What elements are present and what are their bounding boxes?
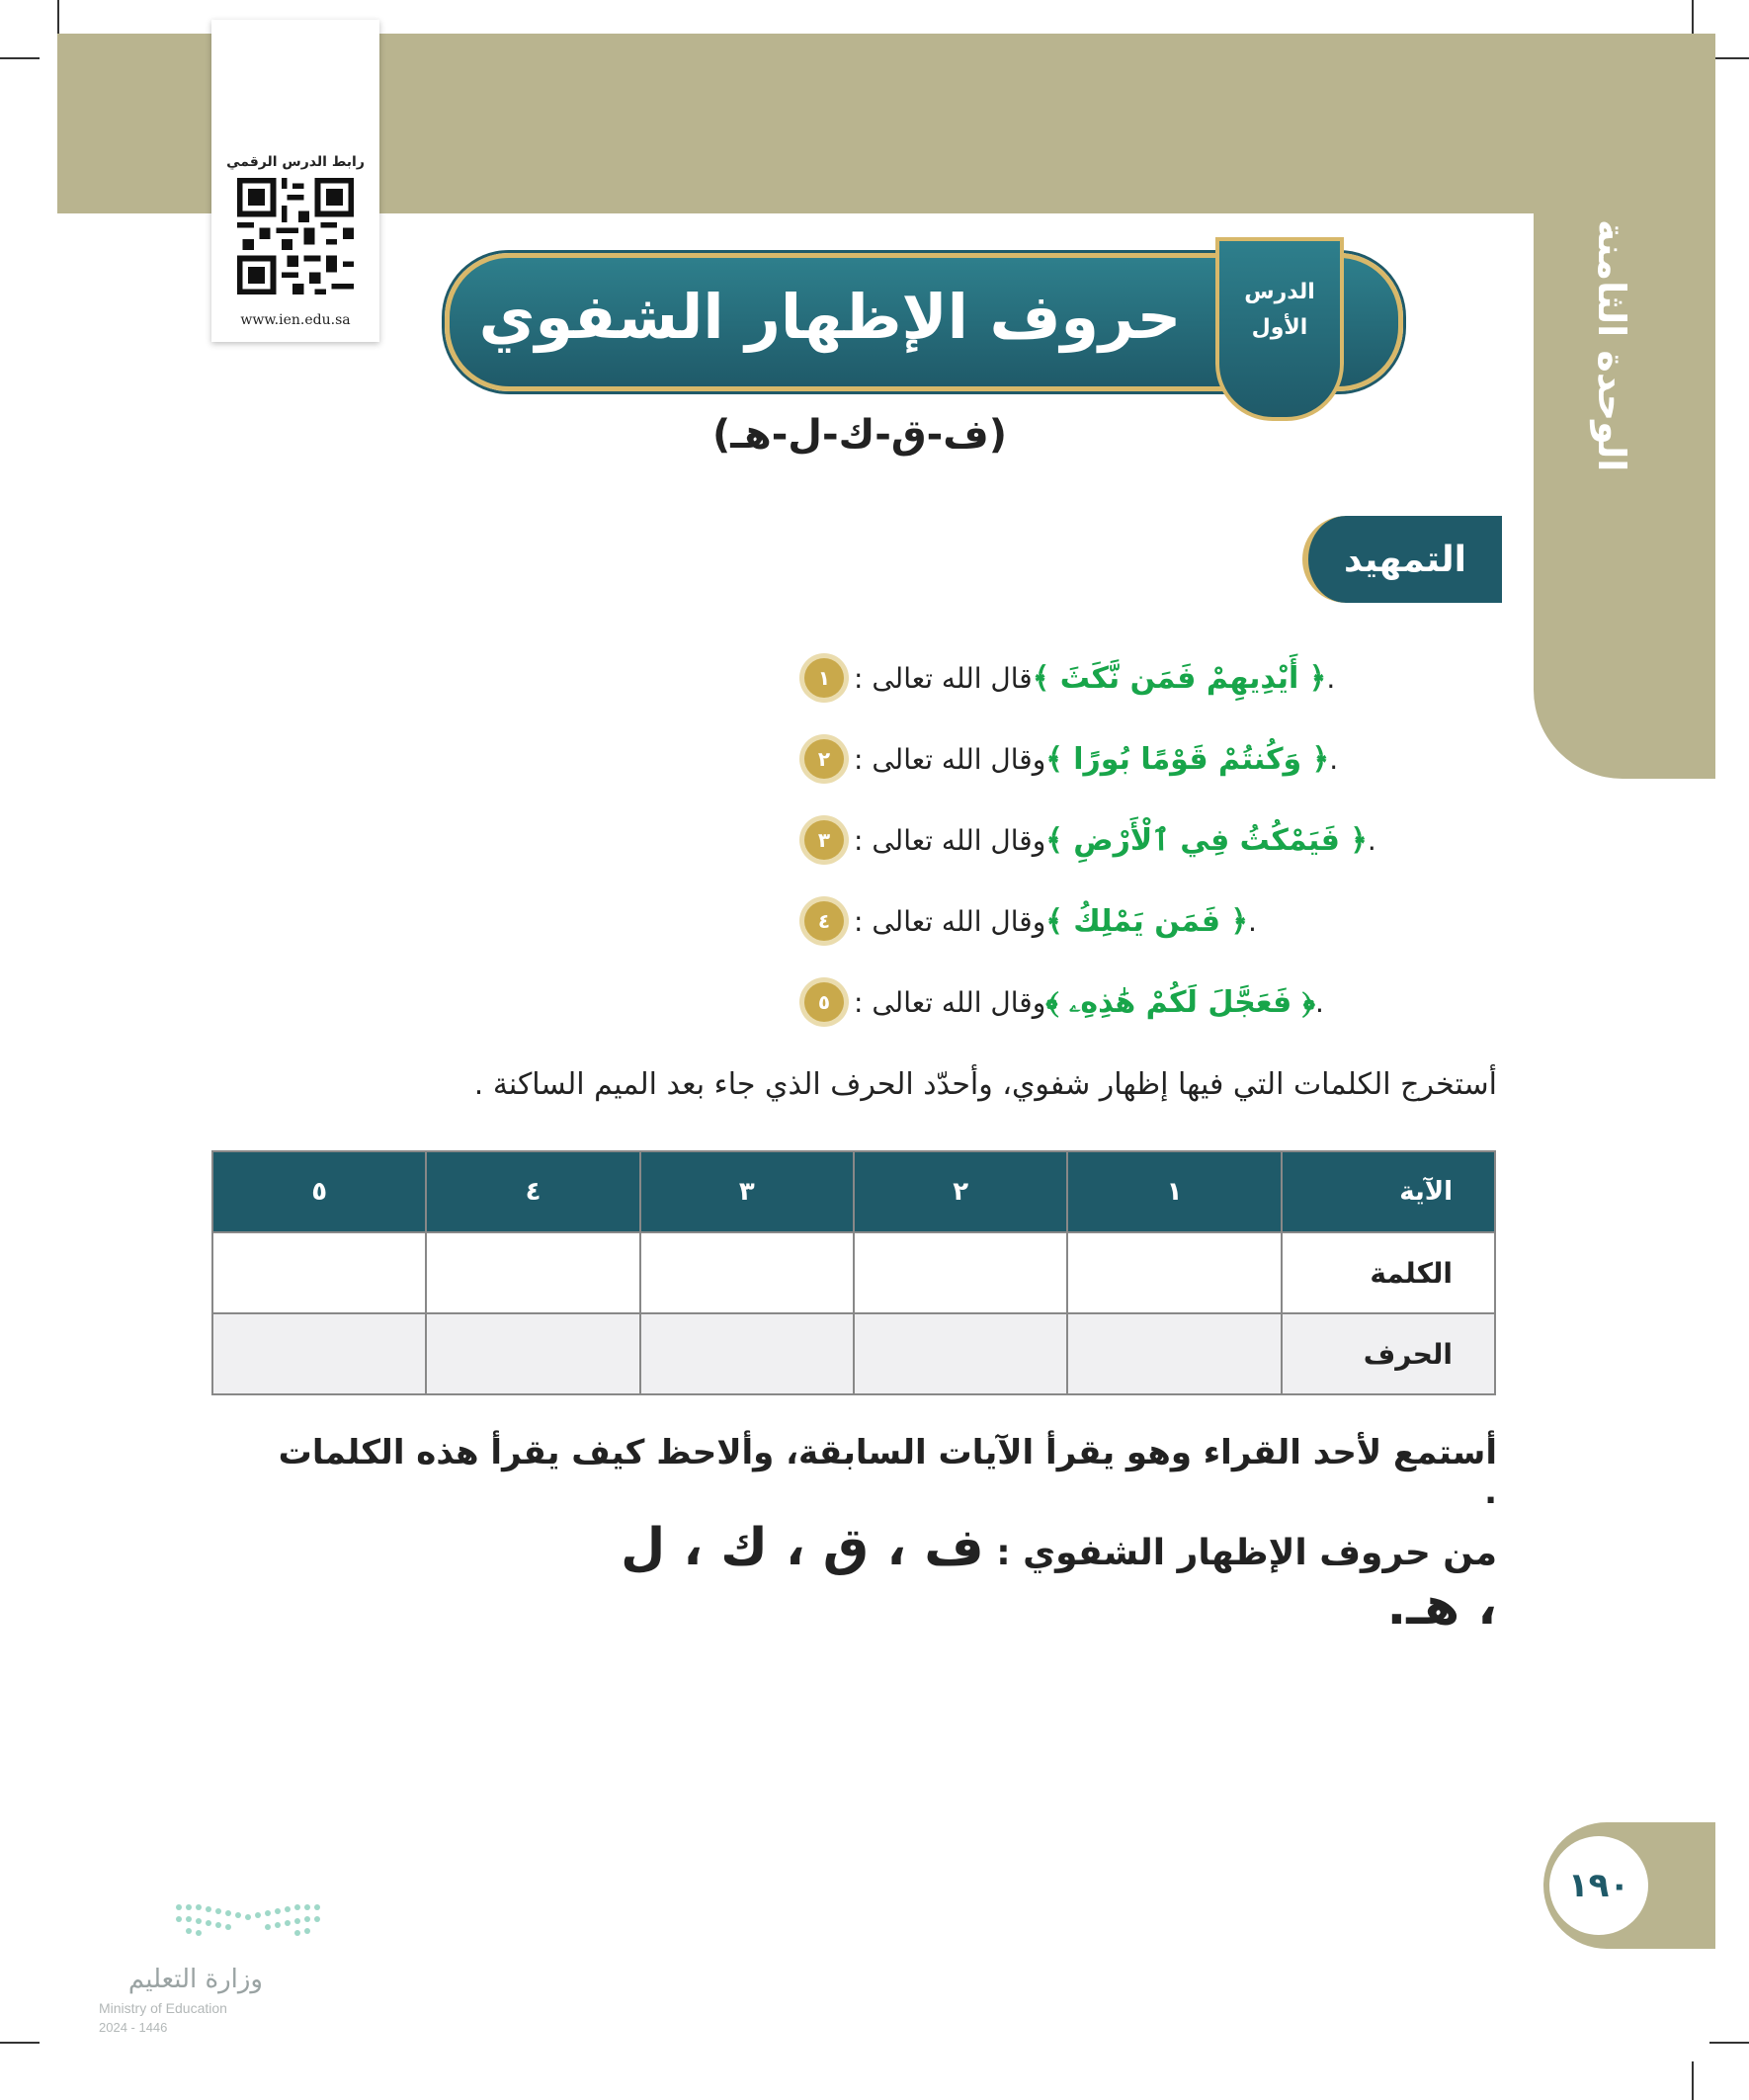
verse-number-badge: ٤ <box>804 901 844 941</box>
table-header-label: الآية <box>1282 1151 1495 1232</box>
crop-mark <box>1709 2042 1749 2044</box>
table-column-header: ٥ <box>212 1151 426 1232</box>
table-column-header: ١ <box>1067 1151 1281 1232</box>
verse-stop: . <box>1326 661 1336 695</box>
answer-cell[interactable] <box>640 1313 854 1394</box>
answer-cell[interactable] <box>1067 1232 1281 1313</box>
letters-prefix: من حروف الإظهار الشفوي : <box>996 1533 1497 1573</box>
verse-number-badge: ١ <box>804 658 844 698</box>
ministry-year: 2024 - 1446 <box>99 2020 168 2035</box>
answer-cell[interactable] <box>426 1313 639 1394</box>
verse-ayah: ﴿ وَكُنتُمْ قَوْمًا بُورًا ﴾ <box>1045 741 1330 777</box>
verse-ayah: ﴿ أَيْدِيهِمْ فَمَن نَّكَثَ ﴾ <box>1032 660 1327 696</box>
row-label-word: الكلمة <box>1282 1232 1495 1313</box>
exercise-instruction: أستخرج الكلمات التي فيها إظهار شفوي، وأحدّد الحرف الذي جاء بعد الميم الساكنة . <box>473 1067 1497 1102</box>
answer-cell[interactable] <box>212 1313 426 1394</box>
table-column-header: ٢ <box>854 1151 1067 1232</box>
listen-instruction: أستمع لأحد القراء وهو يقرأ الآيات السابقة، وألاحظ كيف يقرأ هذه الكلمات . <box>278 1433 1497 1512</box>
qr-card[interactable] <box>211 20 379 342</box>
ministry-name-ar: وزارة التعليم <box>127 1965 263 1994</box>
lesson-letters-subtitle: (ف-ق-ك-ل-هـ) <box>712 412 1007 458</box>
unit-label: الوحدة الثامنة <box>1590 219 1633 472</box>
lesson-number-tab <box>1215 237 1344 421</box>
qr-code-icon[interactable] <box>237 178 354 294</box>
verse-intro: وقال الله تعالى : <box>854 985 1046 1019</box>
crop-mark <box>0 2042 40 2044</box>
table-row-word <box>212 1232 1495 1313</box>
ministry-logo <box>95 1901 322 2040</box>
verse-row <box>791 972 1443 1032</box>
crop-mark <box>1692 2061 1694 2100</box>
ministry-name-en: Ministry of Education <box>99 2000 227 2016</box>
verse-row <box>791 729 1443 789</box>
verse-number-badge: ٣ <box>804 820 844 860</box>
lesson-title: حروف الإظهار الشفوي <box>478 280 1182 353</box>
verse-row <box>791 648 1443 708</box>
answer-cell[interactable] <box>640 1232 854 1313</box>
table-row-letter <box>212 1313 1495 1394</box>
crop-mark <box>0 57 40 59</box>
answer-cell[interactable] <box>854 1232 1067 1313</box>
lesson-tab-line2: الأول <box>1251 315 1308 340</box>
verse-stop: . <box>1367 823 1376 857</box>
ministry-dots-icon <box>174 1901 322 1941</box>
verse-intro: قال الله تعالى : <box>854 661 1033 695</box>
qr-url[interactable]: www.ien.edu.sa <box>240 312 351 328</box>
lesson-tab-line1: الدرس <box>1244 280 1315 304</box>
verse-number-badge: ٥ <box>804 982 844 1022</box>
verse-ayah: ﴿ فَعَجَّلَ لَكُمْ هَٰذِهِۦ ﴾ <box>1045 984 1316 1020</box>
row-label-letter: الحرف <box>1282 1313 1495 1394</box>
letters-list: ف ، ق ، ك ، ل ، هـ. <box>621 1518 1497 1637</box>
answer-cell[interactable] <box>1067 1313 1281 1394</box>
verse-ayah: ﴿ فَيَمْكُثُ فِي ٱلْأَرْضِ ﴾ <box>1045 822 1368 858</box>
verse-intro: وقال الله تعالى : <box>854 742 1046 776</box>
verse-number-badge: ٢ <box>804 739 844 779</box>
verse-row <box>791 810 1443 870</box>
page-number: ١٩٠ <box>1549 1836 1648 1935</box>
answer-cell[interactable] <box>426 1232 639 1313</box>
verse-stop: . <box>1248 904 1257 938</box>
section-heading: التمهيد <box>1302 516 1502 603</box>
answer-cell[interactable] <box>854 1313 1067 1394</box>
verse-row <box>791 891 1443 951</box>
answer-table <box>211 1150 1496 1395</box>
letters-statement <box>593 1518 1497 1637</box>
crop-mark <box>1709 57 1749 59</box>
verse-ayah: ﴿ فَمَن يَمْلِكُ ﴾ <box>1045 903 1249 939</box>
verse-stop: . <box>1329 742 1339 776</box>
verse-intro: وقال الله تعالى : <box>854 904 1046 938</box>
verse-intro: وقال الله تعالى : <box>854 823 1046 857</box>
answer-cell[interactable] <box>212 1232 426 1313</box>
table-column-header: ٣ <box>640 1151 854 1232</box>
verse-stop: . <box>1315 985 1324 1019</box>
table-header-row <box>212 1151 1495 1232</box>
qr-caption: رابط الدرس الرقمي <box>226 154 365 170</box>
table-column-header: ٤ <box>426 1151 639 1232</box>
